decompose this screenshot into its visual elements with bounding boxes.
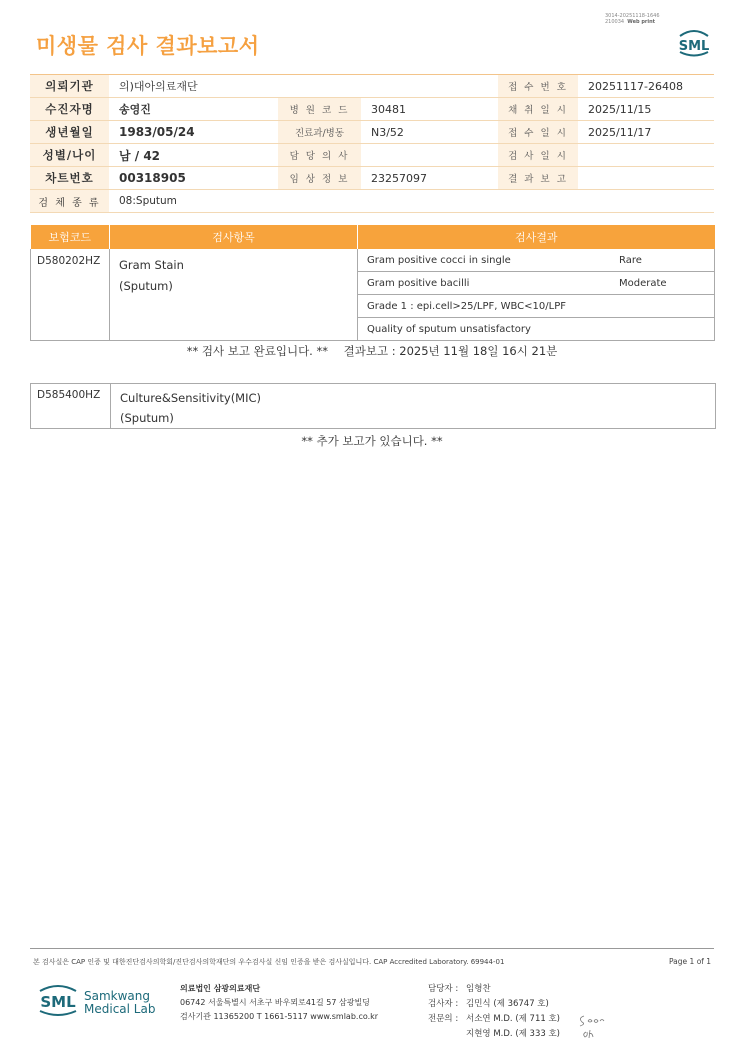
result-cell bbox=[358, 249, 715, 341]
column-divider bbox=[110, 384, 111, 428]
results-table bbox=[30, 225, 715, 341]
staff-name: 임형찬 bbox=[466, 984, 491, 994]
test-code: D580202HZ bbox=[31, 249, 110, 341]
label-result-report: 결 과 보 고 bbox=[498, 167, 578, 190]
label-clinical-info: 임 상 정 보 bbox=[278, 167, 361, 190]
value-test-date bbox=[578, 144, 714, 167]
additional-report-note: ** 추가 보고가 있습니다. ** bbox=[301, 434, 443, 448]
info-row bbox=[30, 167, 714, 190]
value-collection-date: 2025/11/15 bbox=[578, 98, 714, 121]
value-result-report bbox=[578, 167, 714, 190]
staff-name: 서소연 M.D. (제 711 호) bbox=[466, 1014, 561, 1024]
test-name bbox=[110, 249, 358, 341]
signature-icon bbox=[576, 1010, 608, 1040]
staff-row bbox=[428, 1012, 560, 1027]
table-row bbox=[31, 249, 715, 341]
brand-line-2: Medical Lab bbox=[84, 1002, 156, 1016]
staff-name: 지현영 M.D. (제 333 호) bbox=[466, 1029, 561, 1039]
institution-contact: 검사기관 11365200 T 1661-5117 www.smlab.co.kr bbox=[180, 1012, 379, 1021]
document-id: 3014-20251118-1646 bbox=[605, 13, 660, 19]
value-clinical-info: 23257097 bbox=[361, 167, 498, 190]
sml-logo-text: SML bbox=[678, 39, 710, 54]
results-header-row bbox=[31, 225, 715, 249]
label-hospital-code: 병 원 코 드 bbox=[278, 98, 361, 121]
info-row bbox=[30, 121, 714, 144]
label-collection-date: 채 취 일 시 bbox=[498, 98, 578, 121]
value-hospital-code: 30481 bbox=[361, 98, 498, 121]
value-accession-no: 20251117-26408 bbox=[578, 75, 714, 98]
patient-info-table bbox=[30, 74, 714, 213]
result-value: Moderate bbox=[610, 272, 714, 295]
staff-row bbox=[428, 1027, 560, 1042]
value-patient-name: 송영진 bbox=[109, 98, 278, 121]
staff-list bbox=[428, 982, 560, 1042]
result-item: Gram positive bacilli bbox=[358, 272, 610, 295]
label-accession-no: 접 수 번 호 bbox=[498, 75, 578, 98]
value-sex-age: 남 / 42 bbox=[109, 144, 278, 167]
info-row bbox=[30, 190, 714, 213]
label-specimen-type: 검 체 종 류 bbox=[30, 190, 109, 213]
header-test-result: 검사결과 bbox=[358, 225, 715, 249]
footer-divider bbox=[30, 948, 714, 949]
staff-role: 검사자 : bbox=[428, 999, 459, 1009]
label-physician: 담 당 의 사 bbox=[278, 144, 361, 167]
sml-logo-icon bbox=[36, 983, 80, 1017]
result-subtable bbox=[358, 249, 714, 340]
result-item: Gram positive cocci in single bbox=[358, 249, 610, 272]
label-birthdate: 생년월일 bbox=[30, 121, 109, 144]
result-item: Quality of sputum unsatisfactory bbox=[367, 323, 531, 335]
page-title: 미생물 검사 결과보고서 bbox=[36, 34, 260, 58]
test-name bbox=[120, 388, 261, 428]
institution-info bbox=[180, 982, 378, 1024]
label-test-date: 검 사 일 시 bbox=[498, 144, 578, 167]
staff-name: 김민식 (제 36747 호) bbox=[466, 999, 549, 1009]
value-department-ward: N3/52 bbox=[361, 121, 498, 144]
test-name-line: Culture&Sensitivity(MIC) bbox=[120, 391, 262, 405]
report-complete-note: ** 검사 보고 완료입니다. ** bbox=[186, 344, 328, 358]
result-row bbox=[358, 249, 714, 272]
document-id-stamp bbox=[605, 13, 660, 25]
staff-role: 담당자 : bbox=[428, 984, 459, 994]
result-item: Grade 1 : epi.cell>25/LPF, WBC<10/LPF bbox=[358, 295, 714, 318]
report-time: 결과보고 : 2025년 11월 18일 16시 21분 bbox=[343, 344, 558, 358]
staff-row bbox=[428, 997, 560, 1012]
test-name-line: Gram Stain bbox=[119, 258, 184, 272]
label-sex-age: 성별/나이 bbox=[30, 144, 109, 167]
staff-row bbox=[428, 982, 560, 997]
value-specimen-type: 08:Sputum bbox=[109, 190, 714, 213]
header-insurance-code: 보험코드 bbox=[31, 225, 110, 249]
report-status-line bbox=[0, 343, 744, 359]
result-row bbox=[358, 295, 714, 318]
print-code: 210034 bbox=[605, 19, 625, 25]
pending-test-box bbox=[30, 383, 716, 429]
label-patient-name: 수진자명 bbox=[30, 98, 109, 121]
value-chart-no: 00318905 bbox=[109, 167, 278, 190]
brand-name bbox=[84, 990, 155, 1016]
result-row bbox=[358, 318, 714, 341]
value-physician bbox=[361, 144, 498, 167]
test-code: D585400HZ bbox=[37, 389, 101, 401]
info-row bbox=[30, 144, 714, 167]
sml-logo-text: SML bbox=[40, 993, 76, 1011]
certification-text: 본 검사실은 CAP 인증 및 대한진단검사의학회/진단검사의학재단의 우수검사실 신임 인증을 받은 검사실입니다. CAP Accredited Laboratory. 69944-01 bbox=[33, 958, 505, 966]
web-print-label: Web print bbox=[627, 19, 656, 25]
value-requesting-org: 의)대아의료재단 bbox=[109, 75, 498, 98]
result-row bbox=[358, 272, 714, 295]
test-specimen-line: (Sputum) bbox=[120, 411, 174, 425]
label-chart-no: 차트번호 bbox=[30, 167, 109, 190]
sml-logo-icon bbox=[674, 26, 714, 58]
info-row bbox=[30, 98, 714, 121]
page-number: Page 1 of 1 bbox=[669, 957, 712, 966]
institution-address: 06742 서울특별시 서초구 바우뫼로41길 57 삼광빌딩 bbox=[180, 998, 370, 1007]
label-requesting-org: 의뢰기관 bbox=[30, 75, 109, 98]
value-received-date: 2025/11/17 bbox=[578, 121, 714, 144]
institution-name: 의료법인 삼광의료재단 bbox=[180, 984, 261, 993]
staff-role: 전문의 : bbox=[428, 1014, 459, 1024]
label-department-ward: 진료과/병동 bbox=[278, 121, 361, 144]
header-test-item: 검사항목 bbox=[110, 225, 358, 249]
test-specimen-line: (Sputum) bbox=[119, 279, 173, 293]
brand-line-1: Samkwang bbox=[84, 989, 150, 1003]
label-received-date: 접 수 일 시 bbox=[498, 121, 578, 144]
result-value: Rare bbox=[610, 249, 714, 272]
value-birthdate: 1983/05/24 bbox=[109, 121, 278, 144]
info-row bbox=[30, 75, 714, 98]
